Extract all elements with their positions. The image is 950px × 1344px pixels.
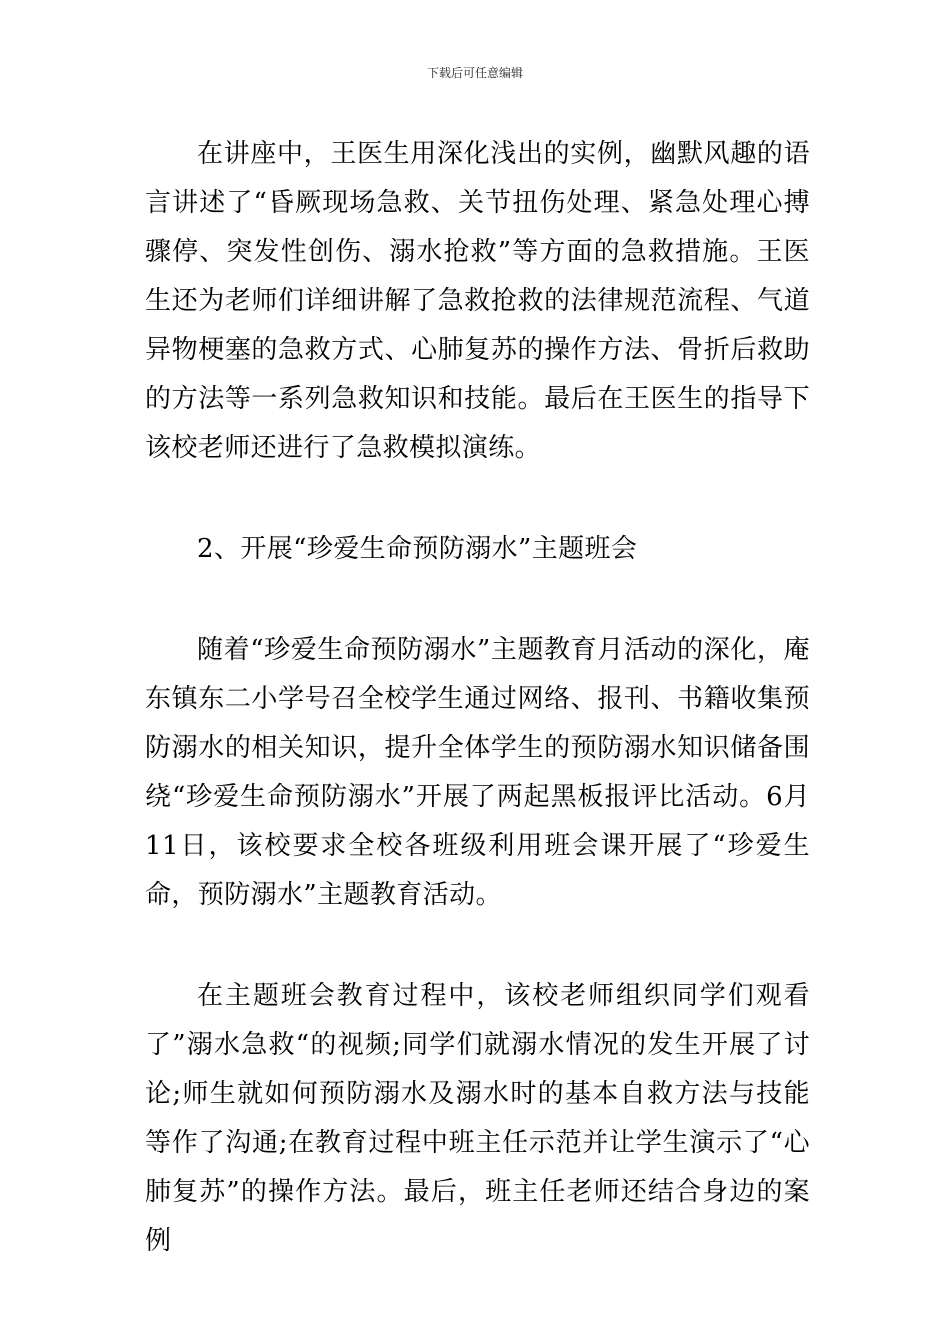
paragraph-theme-month: 随着“珍爱生命预防溺水”主题教育月活动的深化，庵东镇东二小学号召全校学生通过网络、报刊、书籍收集预防溺水的相关知识，提升全体学生的预防溺水知识储备围绕“珍爱生命预防溺水”开展了两起黑板报评比活动。6月11日，该校要求全校各班级利用班会课开展了“珍爱生命，预防溺水”主题教育活动。 <box>145 635 810 910</box>
document-body <box>145 130 810 1266</box>
section-heading-class-meeting: 2、开展“珍爱生命预防溺水”主题班会 <box>197 534 638 564</box>
paragraph-class-meeting-process: 在主题班会教育过程中，该校老师组织同学们观看了”溺水急救“的视频;同学们就溺水情况的发生开展了讨论;师生就如何预防溺水及溺水时的基本自救方法与技能等作了沟通;在教育过程中班主任示范并让学生演示了“心肺复苏”的操作方法。最后，班主任老师还结合身边的案例 <box>145 981 810 1256</box>
page-header-note: 下载后可任意编辑 <box>426 66 523 80</box>
paragraph-lecture: 在讲座中，王医生用深化浅出的实例，幽默风趣的语言讲述了“昏厥现场急救、关节扭伤处理、紧急处理心搏骤停、突发性创伤、溺水抢救”等方面的急救措施。王医生还为老师们详细讲解了急救抢救的法律规范流程、气道异物梗塞的急救方式、心肺复苏的操作方法、骨折后救助的方法等一系列急救知识和技能。最后在王医生的指导下该校老师还进行了急救模拟演练。 <box>145 139 810 463</box>
